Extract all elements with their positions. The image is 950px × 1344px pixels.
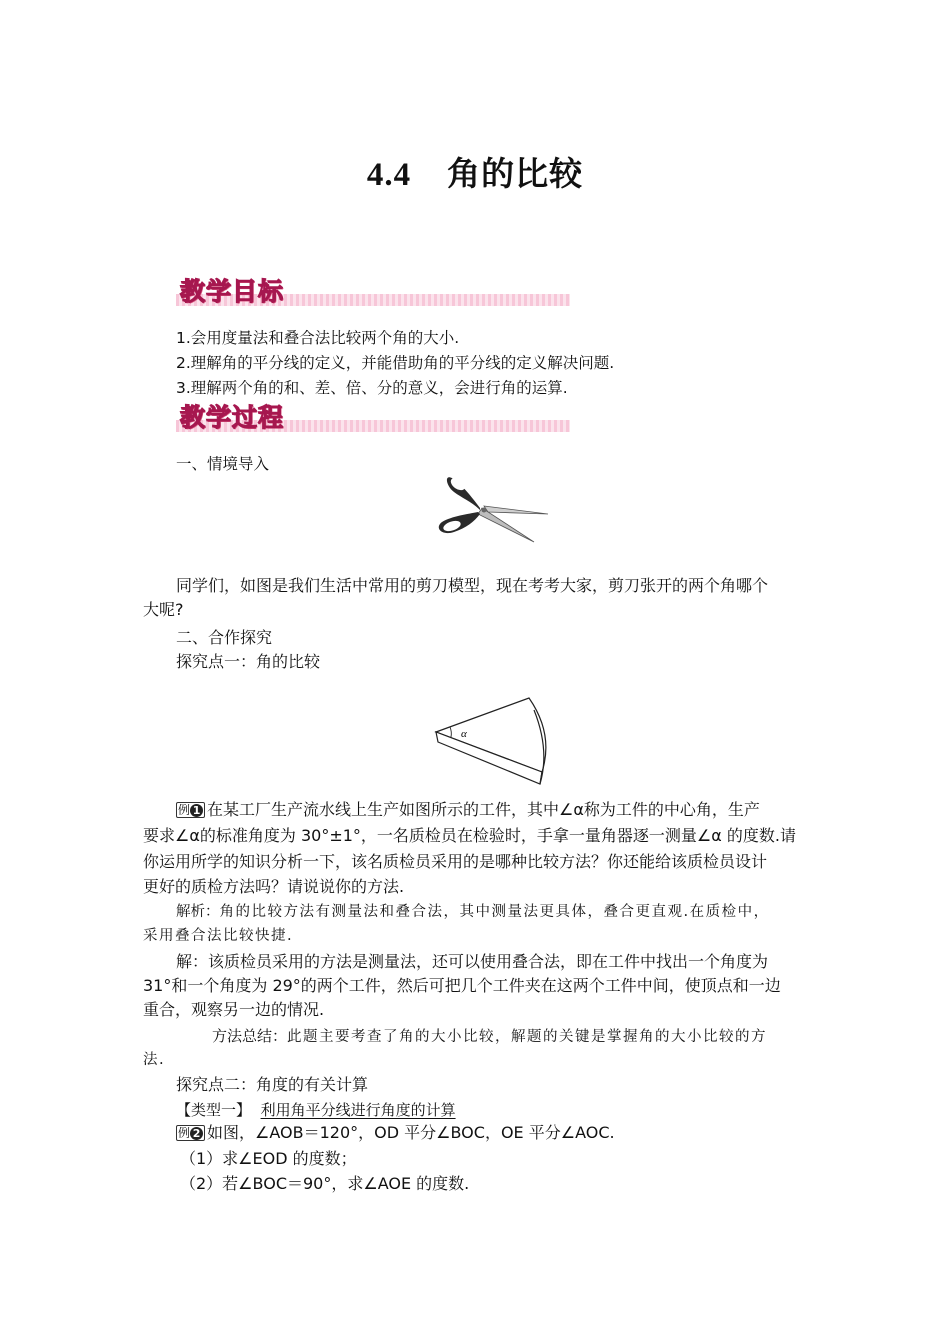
solution-line-2: 31°和一个角度为 29°的两个工件，然后可把几个工件夹在这两个工件中间，使顶点和一边 [143, 976, 781, 995]
scissors-image [432, 470, 552, 550]
banner-teaching-goals [176, 272, 570, 314]
example1-line-4: 更好的质检方法吗？请说说你的方法. [143, 877, 405, 896]
example1-line-2: 要求∠α的标准角度为 30°±1°，一名质检员在检验时，手拿一量角器逐一测量∠α 的度数.请 [143, 826, 796, 845]
banner-label: 教学目标 [180, 277, 285, 306]
goal-item-2: 2.理解角的平分线的定义，并能借助角的平分线的定义解决问题. [176, 354, 615, 372]
banner-label: 教学过程 [180, 403, 285, 432]
part2-heading: 二、合作探究 [176, 628, 273, 647]
workpiece-figure [428, 692, 553, 792]
example2-question-2: （2）若∠BOC＝90°，求∠AOE 的度数. [180, 1174, 470, 1193]
angle-alpha-label: α [461, 728, 467, 740]
example2-question-1: （1）求∠EOD 的度数； [180, 1149, 357, 1168]
intro-line-2: 大呢? [143, 600, 184, 619]
point1-heading: 探究点一：角的比较 [176, 652, 321, 671]
part1-heading: 一、情境导入 [176, 455, 270, 473]
analysis-line-1: 解析：角的比较方法有测量法和叠合法，其中测量法更具体，叠合更直观.在质检中， [176, 904, 770, 920]
goal-item-1: 1.会用度量法和叠合法比较两个角的大小. [176, 329, 460, 347]
section-number: 4.4 [366, 157, 412, 193]
summary-line-1: 方法总结：此题主要考查了角的大小比较，解题的关键是掌握角的大小比较的方 [212, 1027, 768, 1045]
page-title [0, 148, 950, 195]
intro-line-1: 同学们，如图是我们生活中常用的剪刀模型，现在考考大家，剪刀张开的两个角哪个 [176, 576, 769, 595]
example1-line-1: 例 1 在某工厂生产流水线上生产如图所示的工件，其中∠α称为工件的中心角，生产 [178, 800, 760, 819]
goal-item-3: 3.理解两个角的和、差、倍、分的意义，会进行角的运算. [176, 379, 568, 397]
example-badge: 例 2 [176, 1125, 205, 1141]
point2-heading: 探究点二：角度的有关计算 [176, 1075, 369, 1094]
banner-teaching-process [176, 398, 570, 440]
type1-heading: 【类型一】 利用角平分线进行角度的计算 [176, 1101, 456, 1119]
summary-line-2: 法. [143, 1052, 166, 1068]
title-text: 角的比较 [447, 154, 584, 193]
example-badge: 例 1 [176, 802, 205, 818]
solution-line-1: 解：该质检员采用的方法是测量法，还可以使用叠合法，即在工件中找出一个角度为 [176, 952, 769, 971]
analysis-line-2: 采用叠合法比较快捷. [143, 928, 294, 944]
example1-line-3: 你运用所学的知识分析一下，该名质检员采用的是哪种比较方法？你还能给该质检员设计 [143, 852, 768, 871]
example2-line: 例 2 如图，∠AOB＝120°，OD 平分∠BOC，OE 平分∠AOC. [178, 1123, 615, 1142]
solution-line-3: 重合，观察另一边的情况. [143, 1000, 325, 1019]
